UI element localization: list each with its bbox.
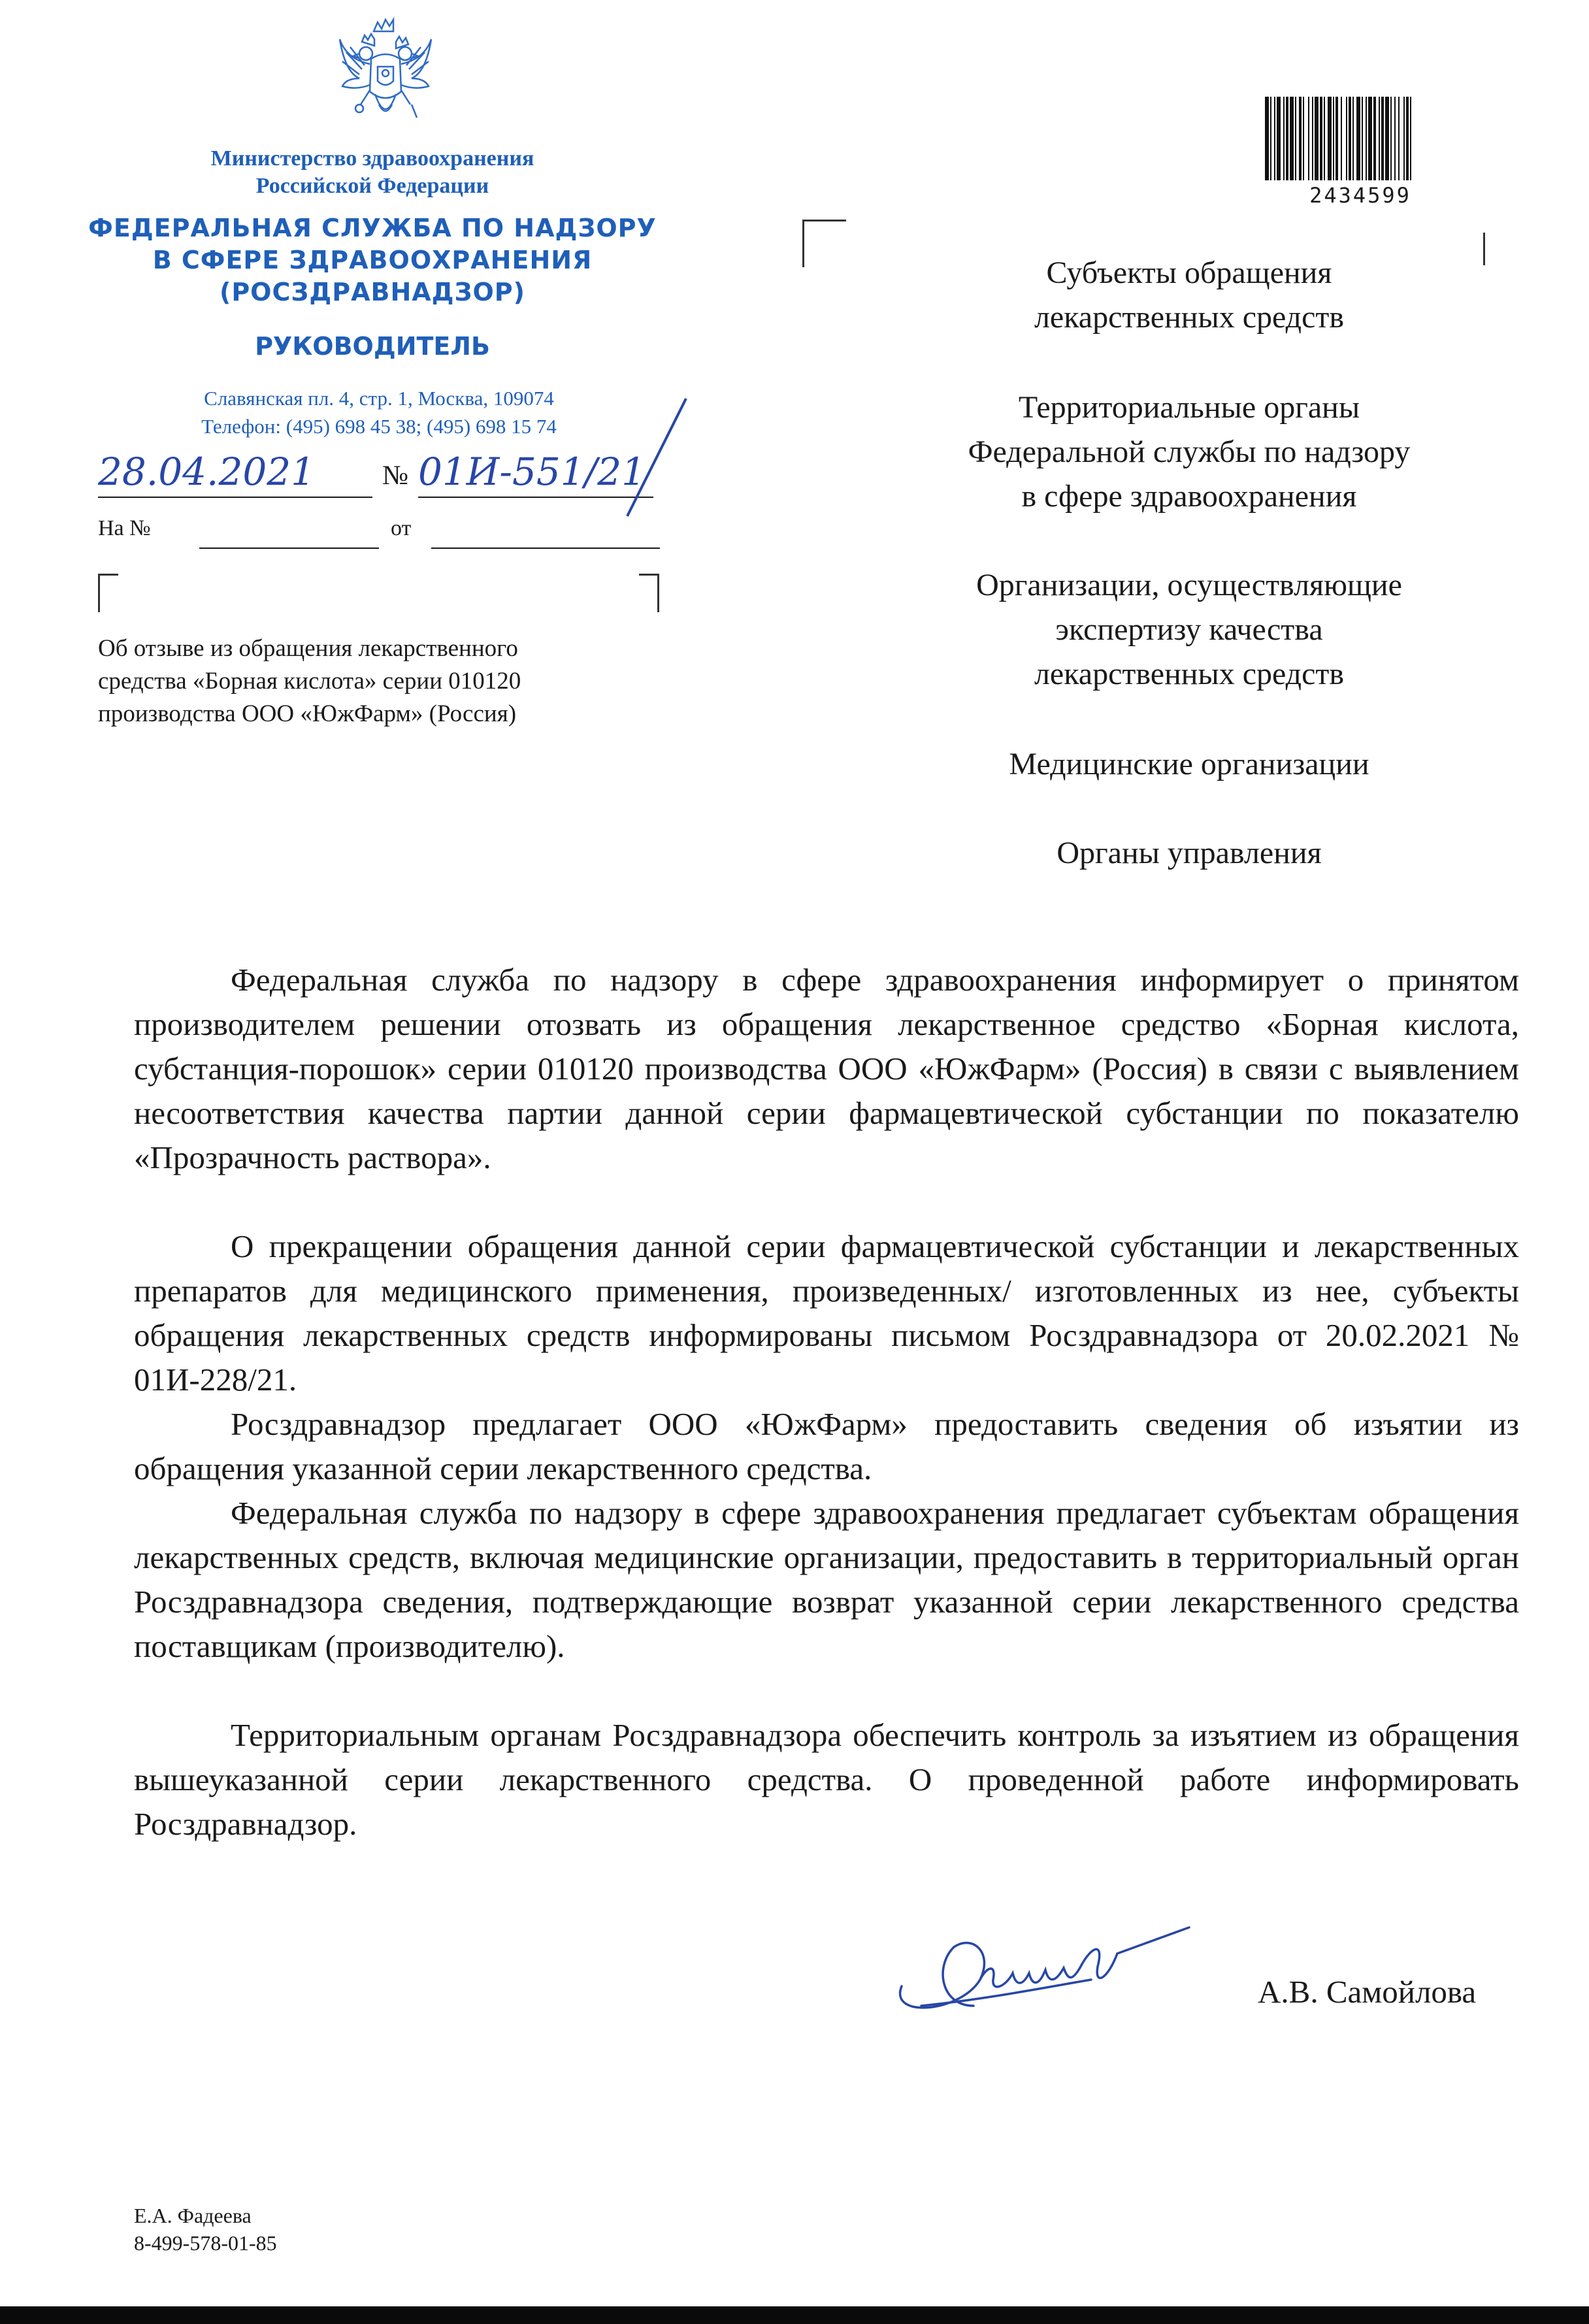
corner-mark [802,220,846,267]
barcode-bar [1277,97,1281,180]
executor-phone: 8-499-578-01-85 [134,2231,277,2255]
service-line: В СФЕРЕ ЗДРАВООХРАНЕНИЯ [152,246,593,274]
body-paragraph: Федеральная служба по надзору в сфере здравоохранения предлагает субъектам обращения лекарственных средств, включая медицинские организации, предоставить в территориальный орган Росздравнадзора сведения, подтверждающие возврат указанной серии лекарственного средства поставщикам (производителю). [134,1495,1519,1664]
reference-number-label: На № [98,516,151,540]
body-paragraph: О прекращении обращения данной серии фармацевтической субстанции и лекарственных препаратов для медицинского применения, произведенных/ изготовленных из нее, субъекты обращения лекарственных средств информированы письмом Росздравнадзора от 20.02.2021 № 01И-228/21. [134,1228,1519,1398]
barcode-bar [1283,97,1285,180]
barcode-bar [1341,97,1342,180]
barcode-bar [1290,97,1294,180]
scan-edge-bar [0,2306,1589,2324]
signature-icon [882,1908,1261,2025]
barcode-bar [1265,97,1269,180]
barcode-bar [1346,97,1347,180]
barcode-bar [1379,97,1380,180]
number-sign: № [382,461,409,491]
body-paragraph: Федеральная служба по надзору в сфере здравоохранения информирует о принятом производителем решении отозвать из обращения лекарственное средство «Борная кислота, субстанция-порошок» серии 010120 производства ООО «ЮжФарм» (Россия) в связи с выявлением несоответствия качества партии данной серии фармацевтической субстанции по показателю «Прозрачность раствора». [134,962,1519,1175]
addressee-line: Организации, осуществляющие [976,568,1402,602]
barcode-bar [1410,97,1411,180]
barcode-bar [1352,97,1354,180]
addressee-line: Субъекты обращения [1046,255,1332,290]
address-text: Славянская пл. 4, стр. 1, Москва, 109074 [204,387,554,410]
registration-date: 28.04.2021 [98,450,316,494]
subject-line: производства ООО «ЮжФарм» (Россия) [98,700,517,727]
barcode-bar [1274,97,1275,180]
ministry-line: Российской Федерации [255,174,489,198]
barcode-bar [1335,97,1338,180]
reference-number-blank [199,548,379,549]
addressee-line: Медицинские организации [1009,747,1369,781]
barcode-bar [1390,97,1392,180]
state-emblem-icon [333,13,438,131]
addressee-line: Органы управления [1057,836,1322,870]
addressee-line: лекарственных средств [1034,657,1345,691]
subject-line: Об отзыве из обращения лекарственного [98,635,518,662]
ministry-line: Министерство здравоохранения [210,146,534,171]
ministry-name [163,145,582,200]
barcode-bar [1328,97,1332,180]
body-paragraph: Территориальным органам Росздравнадзора обеспечить контроль за изъятием из обращения вышеуказанной серии лекарственного средства. О проведенной работе информировать Росздравнадзор. [134,1717,1519,1842]
barcode-bar [1333,97,1334,180]
barcode-number: 2434599 [1309,183,1411,208]
corner-mark [98,574,118,612]
barcode-bar [1406,97,1409,180]
barcode-bar [1303,97,1304,180]
barcode-bar [1286,97,1288,180]
letter-subject [98,632,660,730]
signer-name: А.В. Самойлова [1258,1974,1477,2010]
body-paragraph: Росздравнадзор предлагает ООО «ЮжФарм» предоставить сведения об изъятии из обращения указанной серии лекарственного средства. [134,1406,1519,1486]
subject-line: средства «Борная кислота» серии 010120 [98,668,521,695]
barcode-bar [1398,97,1400,180]
addressee-block [895,742,1483,787]
addressee-line: лекарственных средств [1034,300,1345,335]
addressee-line: экспертизу качества [1055,612,1323,647]
reference-from-label: от [391,516,412,540]
barcode-bar [1381,97,1384,180]
barcode-bar [1385,97,1389,180]
addressee-line: Федеральной службы по надзору [968,434,1411,469]
barcode-bar [1362,97,1363,180]
barcode-bar [1270,97,1271,180]
barcode-bar [1308,97,1309,180]
service-name [85,212,660,308]
registration-number: 01И-551/21 [418,450,646,494]
barcode-bar [1324,97,1325,180]
barcode-bar [1403,97,1405,180]
service-line: (РОСЗДРАВНАДЗОР) [219,278,526,306]
head-title: РУКОВОДИТЕЛЬ [255,332,490,361]
barcode-bar [1299,97,1302,180]
phone-text: Телефон: (495) 698 45 38; (495) 698 15 74 [201,415,557,438]
addressee-block [895,831,1483,876]
barcode-bar [1373,97,1376,180]
service-line: ФЕДЕРАЛЬНАЯ СЛУЖБА ПО НАДЗОРУ [88,214,657,242]
barcode-bar [1368,97,1372,180]
slash-stroke-icon [614,392,693,523]
barcode-bar [1366,97,1367,180]
reg-date-underline [98,497,372,498]
contact-block [131,384,627,440]
barcode-bar [1295,97,1296,180]
barcode-bar [1356,97,1360,180]
addressee-line: в сфере здравоохранения [1021,479,1357,514]
barcode [1262,97,1458,180]
barcode-bar [1394,97,1396,180]
barcode-bar [1315,97,1319,180]
barcode-bar [1349,97,1351,180]
barcode-bar [1320,97,1322,180]
executor-block [134,2202,277,2257]
barcode-bar [1312,97,1313,180]
corner-mark [639,574,659,612]
reference-date-blank [431,548,660,549]
addressee-block [895,251,1483,340]
addressee-line: Территориальные органы [1018,390,1360,425]
addressee-block [895,563,1483,696]
executor-name: Е.А. Фадеева [134,2204,252,2227]
addressee-block [895,385,1483,519]
